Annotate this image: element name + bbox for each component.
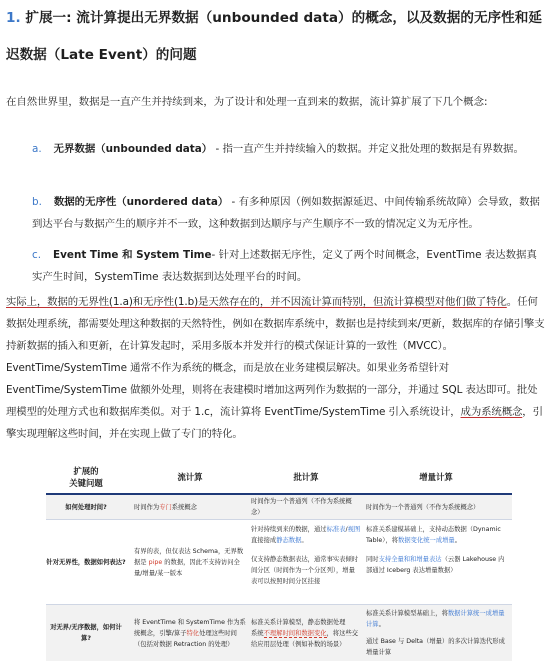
row-question: 对无界/无序数据，如何计算? xyxy=(50,624,122,642)
cell-text: 直接接成 xyxy=(251,537,277,544)
cell-text: 的数据，因此不支持访问全量/增量/某一版本 xyxy=(134,558,240,577)
cell-text: 有界的表，但仅表达 Schema，无界数据是 xyxy=(134,547,244,566)
cell-link: 支持全量和和增量表达 xyxy=(378,556,442,563)
cell-link: 数据变化统一成增量 xyxy=(398,537,455,544)
cell-text: 将 EventTime 和 SystemTime 作为系统概念，引擎/算子 xyxy=(134,618,246,637)
term: 数据的无序性（unordered data） xyxy=(53,196,229,208)
cell-link: 标准表 xyxy=(326,526,346,533)
definition: - 针对上述数据无序性，定义了两个时间概念，EventTime 表达数据真实产生时间，SystemTime 表达数据到达处理平台的时间。 xyxy=(32,249,537,283)
cell-text: 处理这些时间 xyxy=(199,629,237,637)
incremental-cell: 时间作为一个普通列（不作为系统概念） xyxy=(366,503,480,511)
definition: - 指一直产生并持续输入的数据。并定义批处理的数据是有界数据。 xyxy=(212,143,524,155)
list-marker: c. xyxy=(32,249,42,261)
term: Event Time 和 System Time xyxy=(53,249,212,261)
batch-cell xyxy=(251,605,361,661)
list-item-b xyxy=(32,191,544,235)
list-item-a xyxy=(32,138,544,160)
body-paragraph xyxy=(6,291,546,445)
cell-text: ，将这些交给应用层处理（例如补数的场景） xyxy=(251,629,359,648)
cell-text: 。 xyxy=(454,537,461,544)
table-header xyxy=(46,461,512,493)
body-text-1: 。任何数据处理系统，都需要处理这种数据的天然特性，例如在数据库系统中，数据也是持续到来/更新，数据库的存储引擎支持新数据的插入和更新，在计算发起时，采用多版本并发并行的模式保证计算的一致性（MVCC）。EventTime/SystemTime 通常不作为系统的概念，而是放在业务建模层解决。如果业务希望针对 EventTime/SystemTime 做额外处理，则将在表建模时增加这两列作为数据的一部分，并通过 SQL 表达即可。批处理模型的处理方式也和数据库类似。对于 1.c，流计算将 EventTime/SystemTime 引入系统设计， xyxy=(6,296,545,418)
cell-highlight: 特化 xyxy=(186,629,200,637)
cell-text: 。 xyxy=(378,621,385,628)
cell-text: 系统 xyxy=(251,629,264,637)
cell-text: 系统概念 xyxy=(171,503,197,511)
cell-text: 通过 Base 与 Delta（增量）的多次计算迭代形成增量计算 xyxy=(366,638,505,656)
intro-paragraph: 在自然世界里，数据是一直产生并持续到来，为了设计和处理一直到来的数据，流计算扩展了下几个概念: xyxy=(6,96,488,108)
header-key-issue: 扩展的 关键问题 xyxy=(69,466,103,488)
underlined-phrase: 成为系统概念 xyxy=(460,406,523,418)
row-question: 如何处理时间? xyxy=(65,503,107,511)
comparison-table xyxy=(46,461,512,661)
cell-text: 标准关系计算模型基础上，将 xyxy=(366,610,448,617)
cell-highlight: 专门 xyxy=(159,503,172,511)
heading-text: 扩展一: 流计算提出无界数据（unbounded data）的概念，以及数据的无序性和延迟数据（Late Event）的问题 xyxy=(6,10,542,63)
cell-link: 视图 xyxy=(347,526,361,533)
heading-number: 1. xyxy=(6,10,21,26)
cell-text: 标准关系建模基础上，支持动态数据（Dynamic Table），将 xyxy=(366,526,501,544)
table-row xyxy=(46,605,512,661)
cell-text: （云器 Lakehouse 内部通过 Iceberg 表达增量数据） xyxy=(366,556,505,574)
cell-text: 标准关系计算模型，静态数据处理 xyxy=(251,618,346,626)
stream-cell xyxy=(134,605,246,661)
cell-text: （包括对数据 Retraction 的处理） xyxy=(134,640,234,648)
stream-cell xyxy=(134,520,246,604)
definition: - 有多种原因（例如数据源延迟、中间传输系统故障）会导致，数据到达平台与数据产生的顺序并不一致，这种数据到达顺序与产生顺序不一致的情况定义为无序性。 xyxy=(32,196,540,230)
cell-link: 数据计算统一成增量计算 xyxy=(366,610,505,628)
list-marker: b. xyxy=(32,196,42,208)
body-text-2: ，引擎实现理解这些时间，并在实现上做了专门的特化。 xyxy=(6,406,543,440)
cell-text: 同时 xyxy=(366,556,379,563)
header-batch: 批计算 xyxy=(293,472,319,482)
table-row xyxy=(46,495,512,519)
cell-text: 仅支持静态数据表达，通常事实表倾时间分区（时间作为一个分区列），增量表可以按照时间分区挂接 xyxy=(251,556,359,585)
incremental-cell xyxy=(366,520,506,604)
row-question: 针对无界性，数据如何表达? xyxy=(46,558,126,566)
list-marker: a. xyxy=(32,143,42,155)
cell-text: 时间作为 xyxy=(134,503,160,511)
cell-highlight: 不理解时间和数据变化 xyxy=(263,629,327,637)
header-stream: 流计算 xyxy=(177,472,203,482)
incremental-cell xyxy=(366,605,506,661)
batch-cell xyxy=(251,520,361,604)
underlined-claim: 实际上，数据的无界性(1.a)和无序性(1.b)是天然存在的，并不因流计算而特别，但流计算模型对他们做了特化 xyxy=(6,296,507,308)
cell-text: / xyxy=(345,526,348,533)
term: 无界数据（unbounded data） xyxy=(53,143,213,155)
cell-highlight: pipe xyxy=(148,558,163,566)
list-item-c xyxy=(32,244,544,288)
cell-link: 静态数据 xyxy=(276,537,302,544)
cell-text: 。 xyxy=(301,537,308,544)
table-row xyxy=(46,520,512,604)
cell-text: 针对持续到来的数据，通过 xyxy=(251,526,327,533)
batch-cell: 时间作为一个普通列（不作为系统概念） xyxy=(251,498,352,516)
header-incremental: 增量计算 xyxy=(419,472,453,482)
section-heading xyxy=(6,0,546,74)
stream-cell xyxy=(134,495,246,519)
